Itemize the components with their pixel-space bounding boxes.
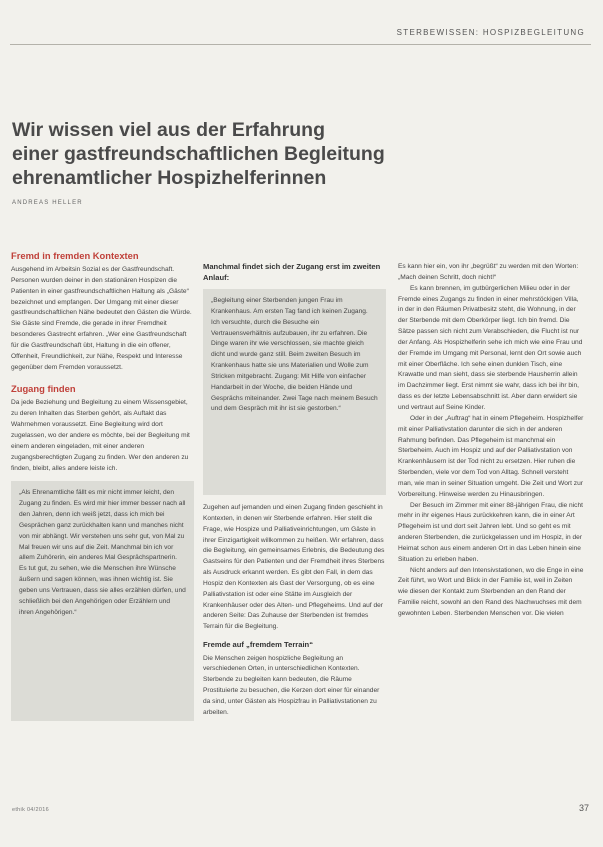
body-paragraph: Es kann brennen, im gutbürgerlichen Milieu oder in der Fremde eines Zugangs zu finden in einer mehrstöckigen Villa, in der in den Räumen Privatbesitz steht, die Wohnung, in der der Sterbende mit dem Oberkörper liegt. Ich bin fremd. Die Sätze passen sich nicht zum Verabschieden, die Flucht ist nur der Anfang. Als Hospizhelferin sehe ich mich wie eine Frau und der Fremde im Umgang mit Personal, lernt den Ort sowie auch mit einer Oberfläche. Ich sehe einen dunklen Tisch, eine Krawatte und man sieht, dass sie sterbende Hausherrin allein im Dachzimmer liegt. Erst nimmt sie wahr, dass ich bei ihr bin, dass es der letzte Lebensabschnitt ist. Aber dann erwidert sie und vertraut auf Seine Kinder. bbox=[398, 284, 583, 411]
headline-line: Wir wissen viel aus der Erfahrung bbox=[12, 119, 325, 141]
section-heading: Fremd in fremden Kontexten bbox=[11, 250, 139, 261]
footer-publication: ethik 04/2016 bbox=[12, 807, 49, 813]
quote-box: „Als Ehrenamtliche fällt es mir nicht immer leicht, den Zugang zu finden. Es wird mir hier immer besser nach all den Jahren, denn ich weiß jetzt, dass ich mich bei Gesprächen ganz zurückhalten kann und manches nicht von mir abhängt. Wir verstehen uns sehr gut, von Mal zu Mal freuen wir uns auf die Zeit. Manchmal bin ich vor allem Zuhörerin, ein anderes Mal Gesprächspartnerin. Es tut gut, zu sehen, wie die Menschen ihre Wünsche äußern und sagen können, was ihnen wichtig ist. Sie geben uns Vertrauen, dass sie alles erzählen dürfen, und schließlich bei den Angehörigen oder Erzählern und ihren Angehörigen.“ bbox=[11, 481, 194, 721]
section-divider bbox=[10, 44, 591, 45]
body-paragraph: Zugehen auf jemanden und einen Zugang finden geschieht in Kontexten, in denen wir Sterbende erfahren. Hier stellt die Frage, wie Hospize und Palliativeinrichtungen, um Gäste in ihrer Einzigartigkeit willkommen zu heißen. Wir erfahren, dass die Begleitung, ein gemeinsames Erlebnis, die Bedeutung des Gastseins für den Patienten und der Fremdheit ihres Sterbens als Ausdruck erkannt werden. Es gibt den Fall, in dem das Hospiz den Kontexten als Gast der Versorgung, ob es eine Palliativstation ist oder eine Stätte im Ausgleich der Krankenhäuser oder des Alten- und Pflegeheims. Und auf der anderen Seite: Das Zuhause der Sterbenden ist fremdes Terrain für die Begleitung. bbox=[203, 504, 385, 631]
text-column-1 bbox=[11, 250, 194, 721]
page-number: 37 bbox=[578, 803, 589, 813]
quote-box: „Begleitung einer Sterbenden jungen Frau im Krankenhaus. Am ersten Tag fand ich keinen Zugang. Ich versuchte, durch die Besuche ein Vertrauensverhältnis aufzubauen, ihr zu erfahren. Die Dinge waren ihr wie verschlossen, sie machte gleich dicht und wurde ganz still. Beim zweiten Besuch im Krankenhaus hatte sie uns Materialien und Wolle zum Stricken mitgebracht. Zugang: Mit Hilfe von einfacher Handarbeit in der Woche, die beiden Hände und Gesprächs miteinander. Zwei Tage nach meinem Besuch und dem Gespräch mit ihr ist sie gestorben.“ bbox=[203, 289, 386, 495]
body-paragraph: Oder in der „Auftrag“ hat in einem Pflegeheim. Hospizhelfer mit einer Palliativstation darunter die sich in der anderen Rahmung befinden. Das Pflegeheim ist manchmal ein Sterbeheim. Auch im Hospiz und auf der Palliativstation von Krankenhäusern ist der Tod nicht zu ersetzen. Hier ruhen die Sterbenden, viele vor dem Tod von Alltag. Schnell versteht man, wie man in seiner Situation umgeht. Die Zeit und Wort zur Vorbereitung. Hinweise werden zu Hinausbringen. bbox=[398, 414, 584, 498]
article-headline bbox=[12, 118, 532, 190]
author-byline: ANDREAS HELLER bbox=[12, 200, 83, 206]
body-paragraph: Ausgehend im Arbeitsin Sozial es der Gastfreundschaft. Personen wurden deiner in den stationären Hospizen die Patienten in einer gastfreundschaftlichen Haltung als „Gäste“ bezeichnet und empfangen. Der Umgang mit einer dieser gastfreundschaftlichen Nähe bedeutet den Gästen die Würde. Sie Gäste sind Fremde, die gerade in ihrer Fremdheit besonderes Gastrecht erfahren. „Wer eine Gastfreundschaft für die Gastfreundschaft übt, Haltung in die ein offener, Offenheit, Freundlichkeit, zur Nähe, Respekt und Interesse gegenüber dem Fremden voraussetzt. bbox=[11, 266, 192, 371]
headline-line: ehrenamtlicher Hospizhelferinnen bbox=[12, 167, 327, 189]
text-column-2 bbox=[203, 262, 386, 719]
text-column-3 bbox=[398, 262, 584, 620]
body-paragraph: Nicht anders auf den Intensivstationen, wo die Enge in eine Zeit führt, wo Wort und Blick in der Familie ist, weil in Zeiten wie diesen der Kontakt zum Sterbenden an den Rand der Familie reicht, sowohl an den Rand des Nachwuchses mit dem gewohnten Leben. Sterbenden Menschen vor. Die vielen bbox=[398, 566, 584, 617]
section-heading: Fremde auf „fremdem Terrain“ bbox=[203, 640, 313, 650]
section-heading: Zugang finden bbox=[11, 383, 76, 395]
body-paragraph: Es kann hier ein, von ihr „begrüßt“ zu werden mit den Worten: „Mach deinen Schritt, doch nicht!“ bbox=[398, 263, 579, 281]
body-paragraph: Die Menschen zeigen hospizliche Begleitung an verschiedenen Orten, in unterschiedlichen Kontexten. Sterbende zu begleiten kann bedeuten, die Räume Prostituierte zu besuchen, die Kerzen dort einer für einander da sind, unter Gästen als Hospizfrau in Palliativstationen zu arbeiten. bbox=[203, 654, 380, 716]
lead-in-heading: Manchmal findet sich der Zugang erst im zweiten Anlauf: bbox=[203, 262, 381, 282]
headline-line: einer gastfreundschaftlichen Begleitung bbox=[12, 143, 385, 165]
section-label: STERBEWISSEN: HOSPIZBEGLEITUNG bbox=[396, 28, 585, 37]
body-paragraph: Der Besuch im Zimmer mit einer 88-jährigen Frau, die nicht mehr in ihr eigenes Haus zurückkehren kann, die in einer Art Pflegeheim ist und dort seit Jahren lebt. Und so geht es mit anderen Sterbenden, die zurückgelassen und im Hospiz, in der Heimat schon aus einem anderen Ort in das Leben hinein eine Situation zu erleben haben. bbox=[398, 501, 583, 563]
body-paragraph: Da jede Beziehung und Begleitung zu einem Wissensgebiet, zu deren Inhalten das Sterben gehört, als Auftakt das Wahrnehmen voraussetzt. Eine Begleitung wird dort zugelassen, wo der andere es möchte, bei der Begleitung mit einem anderen eingeladen, mit einer anderen zugangsberechtigten Zugang zu finden. Wer den anderen zu finden, bleibt, alles andere leiste ich. bbox=[11, 399, 190, 472]
